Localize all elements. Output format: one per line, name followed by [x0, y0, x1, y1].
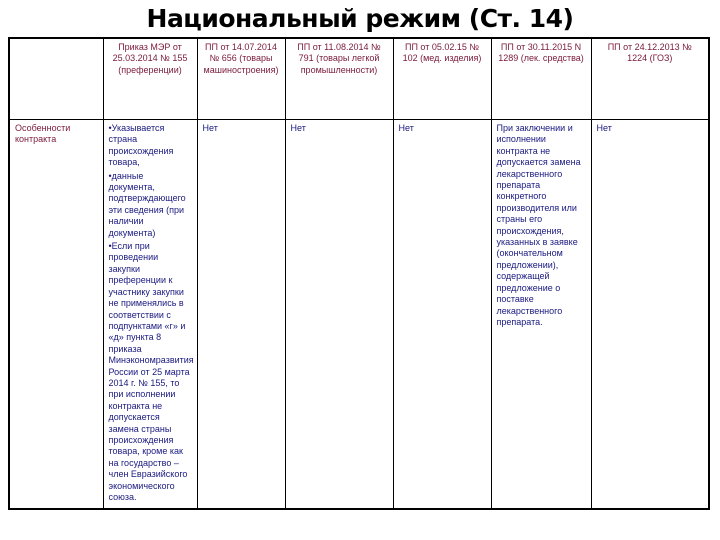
cell: Нет	[197, 120, 285, 510]
header-cell: ПП от 11.08.2014 № 791 (товары легкой промышленности)	[285, 38, 393, 120]
cell: При заключении и исполнении контракта не допускается замена лекарственного препарата конкретного производителя или страны его происхождения, указанных в заявке (окончательном предложении), содержащей предложение о поставке лекарственного препарата.	[491, 120, 591, 510]
cell: Нет	[285, 120, 393, 510]
bullet: •Если при проведении закупки преференции к участнику закупки не применялись в соответствии с подпунктами «г» и «д» пункта 8 приказа Минэкономразвития России от 25 марта 2014 г. № 155, то при исполнении контракта не допускается замена страны происхождения товара, кроме как на государство – член Евразийского экономического союза.	[108, 241, 194, 502]
bullet: •Указывается страна происхождения товара,	[108, 123, 174, 168]
cell-preferences	[103, 120, 197, 510]
header-row	[9, 38, 709, 120]
row-label: Особенности контракта	[9, 120, 103, 510]
slide-title: Национальный режим (Ст. 14)	[146, 4, 574, 33]
bullet: •данные документа, подтверждающего эти сведения (при наличии документа)	[108, 170, 186, 238]
header-cell: ПП от 14.07.2014 № 656 (товары машиностроения)	[197, 38, 285, 120]
header-cell: Приказ МЭР от 25.03.2014 № 155 (преференции)	[103, 38, 197, 120]
cell: Нет	[591, 120, 709, 510]
regime-table	[8, 37, 710, 510]
header-cell: ПП от 05.02.15 № 102 (мед. изделия)	[393, 38, 491, 120]
header-cell: ПП от 30.11.2015 N 1289 (лек. средства)	[491, 38, 591, 120]
header-cell	[9, 38, 103, 120]
header-cell: ПП от 24.12.2013 № 1224 (ГОЗ)	[591, 38, 709, 120]
cell: Нет	[393, 120, 491, 510]
table-row	[9, 120, 709, 510]
